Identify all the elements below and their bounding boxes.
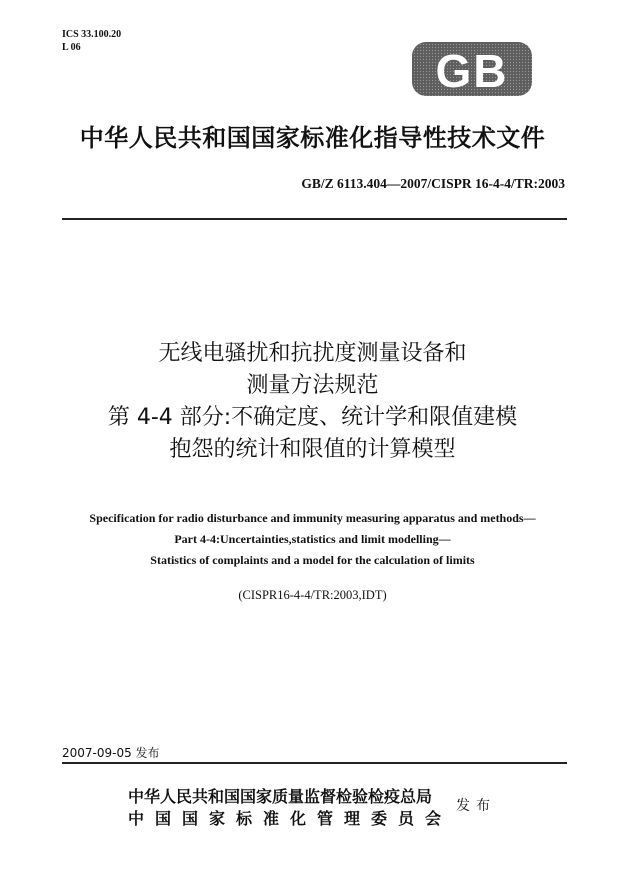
gb-logo: [410, 40, 534, 98]
gb-logo-icon: [410, 40, 534, 98]
equivalence-note: (CISPR16-4-4/TR:2003,IDT): [238, 588, 387, 602]
english-title: [0, 508, 625, 571]
logo-text: GB: [435, 45, 509, 97]
chinese-title-line: 测量方法规范: [246, 373, 379, 398]
publish-label: 发布: [456, 798, 496, 814]
english-title-line: Part 4-4:Uncertainties,statistics and limit modelling—: [174, 532, 451, 546]
chinese-title-line: 抱怨的统计和限值的计算模型: [169, 437, 456, 462]
chinese-title-line: 第 4-4 部分:不确定度、统计学和限值建模: [107, 405, 518, 430]
chinese-title: [0, 338, 625, 466]
header-divider: [62, 218, 567, 220]
issue-date: 2007-09-05 发布: [62, 746, 160, 760]
issuer-sac: 中国国家标准化管理委员会: [128, 809, 453, 828]
document-type: 中华人民共和国国家标准化指导性技术文件: [79, 123, 546, 152]
issuer-aqsiq: 中华人民共和国国家质量监督检验检疫总局: [128, 787, 433, 806]
issuing-authorities: [128, 786, 452, 830]
chinese-title-line: 无线电骚扰和抗扰度测量设备和: [158, 341, 467, 366]
ics-code: ICS 33.100.20: [62, 29, 122, 40]
standard-number: GB/Z 6113.404—2007/CISPR 16-4-4/TR:2003: [301, 176, 565, 191]
footer-divider: [62, 762, 567, 764]
english-title-line: Statistics of complaints and a model for the calculation of limits: [150, 553, 475, 567]
ccs-code: L 06: [62, 42, 81, 53]
classification-codes: [62, 28, 121, 54]
english-title-line: Specification for radio disturbance and immunity measuring apparatus and methods—: [89, 511, 536, 525]
